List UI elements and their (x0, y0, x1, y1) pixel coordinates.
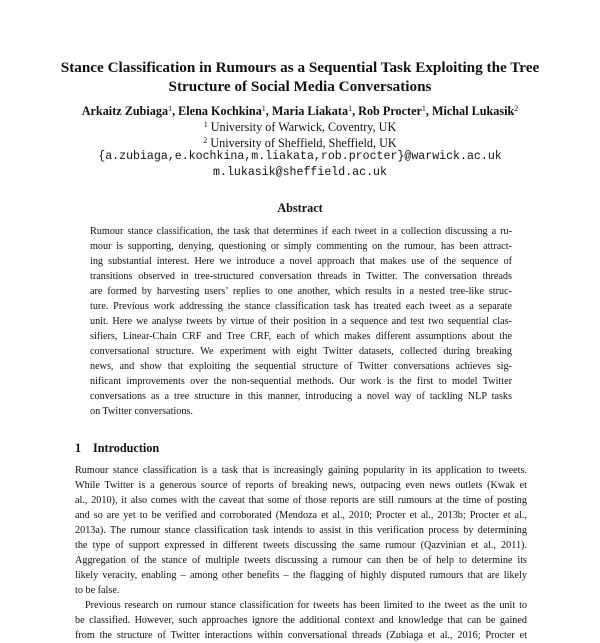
body-line: from the structure of Twitter interactions within conversational threads (Zubiaga et al., 2016; Procter et (75, 630, 527, 641)
author-affiliation-mark: 2 (514, 104, 519, 113)
abstract-line: conversational structure. We experiment with eight Twitter datasets, collected during breaking (90, 346, 512, 357)
abstract-line: on Twitter conversations. (90, 406, 193, 417)
paper-title (40, 58, 560, 96)
author-list: Arkaitz Zubiaga$^1$, Elena Kochkina$^1$, Maria Liakata$^1$, Rob Procter$^1$, Michal Lukasik$^2$ (81, 104, 519, 118)
author-name: Arkaitz Zubiaga (81, 104, 169, 118)
email-line-1: {a.zubiaga,e.kochkina,m.liakata,rob.procter}@warwick.ac.uk (98, 150, 502, 163)
abstract-heading: Abstract (277, 201, 323, 215)
body-line: and so are yet to be verified and corroborated (Mendoza et al., 2010; Procter et al., 2013b; Procter et al., (75, 510, 527, 521)
body-line: Previous research on rumour stance classification for tweets has been limited to the tweet as the unit to (85, 600, 527, 611)
abstract-line: ture. Previous work addressing the stance classification task has treated each tweet as a separate (90, 301, 512, 312)
abstract-line: nificant improvements over the non-sequential methods. Our work is the first to model Twitter (90, 376, 512, 387)
abstract-line: Rumour stance classification, the task that determines if each tweet in a collection discussing a ru- (90, 226, 512, 237)
body-line: be classified. However, such approaches ignore the additional context and knowledge that can be gained (75, 615, 527, 626)
body-line: to be false. (75, 585, 120, 596)
body-line: 2013a). The rumour stance classification task intends to assist in this verification process by determining (75, 525, 527, 536)
author-affiliation-mark: 1 (348, 104, 353, 113)
section-heading (75, 441, 159, 456)
abstract-line: ing substantial interest. Here we introduce a novel approach that makes use of the sequence of (90, 256, 512, 267)
title-line-1: Stance Classification in Rumours as a Sequential Task Exploiting the Tree (60, 59, 540, 76)
title-line-2: Structure of Social Media Conversations (168, 78, 432, 95)
abstract-line: news, and show that exploiting the sequential structure of Twitter conversations achieves sig- (90, 361, 512, 372)
abstract-line: unit. Here we analyse tweets by virtue of their position in a sequence and test two sequential clas- (90, 316, 512, 327)
body-line: al., 2010), it also comes with the caveat that some of those reports are still rumours at the time of posting (75, 495, 527, 506)
abstract-line: transitions observed in tree-structured conversation threads in Twitter. The conversation threads (90, 271, 512, 282)
affiliation-number: 2 (203, 136, 208, 145)
body-line: the type of support expressed in different tweets discussing the same rumour (Qazvinian et al., 2011). (75, 540, 527, 551)
abstract-line: mour is supporting, denying, questioning or simply commenting on the rumour, has been attract- (90, 241, 512, 252)
author-affiliation-mark: 1 (421, 104, 426, 113)
body-line: Rumour stance classification is a task that is increasingly gaining popularity in its application to tweets. (75, 465, 527, 476)
author-affiliation-mark: 1 (168, 104, 173, 113)
author-affiliation-mark: 1 (261, 104, 266, 113)
section-title: Introduction (93, 441, 160, 455)
abstract-line: conversations as a tree structure in this manner, introducing a novel way of tackling NLP tasks (90, 391, 512, 402)
abstract-line: are formed by harvesting users’ replies to one another, which results in a nested tree-like struc- (90, 286, 512, 297)
body-line: While Twitter is a generous source of reports of breaking news, outpacing even news outlets (Kwak et (75, 480, 527, 491)
affiliation-text: University of Sheffield, Sheffield, UK (210, 136, 397, 150)
author-name: Rob Procter (358, 104, 422, 118)
affiliation-number: 1 (203, 120, 208, 129)
body-line: likely veracity, enabling – among other benefits – the flagging of highly disputed rumours that are likely (75, 570, 527, 581)
author-name: Elena Kochkina (178, 104, 262, 118)
section-number: 1 (75, 441, 82, 455)
author-name: Maria Liakata (271, 104, 349, 118)
body-line: Aggregation of the stance of multiple tweets discussing a rumour can then be of help to determine its (75, 555, 527, 566)
affiliation-text: University of Warwick, Coventry, UK (210, 120, 397, 134)
email-line-2: m.lukasik@sheffield.ac.uk (213, 166, 387, 179)
author-name: Michal Lukasik (431, 104, 515, 118)
abstract-line: sifiers, Linear-Chain CRF and Tree CRF, each of which makes different assumptions about the (90, 331, 512, 342)
